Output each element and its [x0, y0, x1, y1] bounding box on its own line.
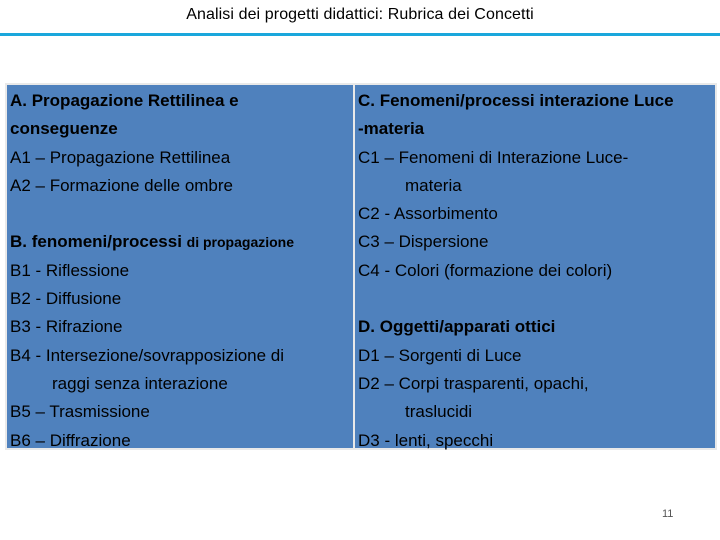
item-d1: D1 – Sorgenti di Luce — [358, 345, 522, 365]
item-c1-continued: materia — [405, 175, 462, 195]
left-column-cell — [7, 85, 353, 448]
item-b6: B6 – Diffrazione — [10, 430, 131, 450]
item-d3: D3 - lenti, specchi — [358, 430, 494, 450]
right-column-cell — [355, 85, 715, 448]
item-a2: A2 – Formazione delle ombre — [10, 175, 234, 195]
item-b4: B4 - Intersezione/sovrapposizione di — [10, 345, 285, 365]
section-a-heading-continued: conseguenze — [10, 119, 118, 139]
section-a-heading: A. Propagazione Rettilinea e — [10, 91, 239, 110]
concept-rubric-table — [5, 83, 717, 450]
slide-title: Analisi dei progetti didattici: Rubrica dei Concetti — [186, 5, 534, 23]
item-c3: C3 – Dispersione — [358, 232, 489, 252]
item-d2-continued: traslucidi — [405, 402, 473, 422]
spacer — [10, 200, 353, 228]
section-b-heading-main: B. fenomeni/processi — [10, 232, 187, 252]
spacer — [358, 285, 715, 313]
section-c-heading: C. Fenomeni/processi interazione Luce — [358, 91, 674, 110]
item-c2: C2 - Assorbimento — [358, 204, 498, 224]
section-d-heading: D. Oggetti/apparati ottici — [358, 317, 556, 337]
section-b-heading — [10, 228, 353, 256]
section-c-heading-continued: -materia — [358, 119, 425, 139]
item-b2: B2 - Diffusione — [10, 289, 122, 309]
item-a1: A1 – Propagazione Rettilinea — [10, 147, 231, 167]
item-b1: B1 - Riflessione — [10, 260, 130, 280]
item-b4-continued: raggi senza interazione — [52, 373, 228, 393]
item-c4: C4 - Colori (formazione dei colori) — [358, 260, 613, 280]
item-b3: B3 - Rifrazione — [10, 317, 123, 337]
item-c1: C1 – Fenomeni di Interazione Luce- — [358, 147, 629, 167]
section-b-heading-small: di propagazione — [186, 234, 295, 251]
item-d2: D2 – Corpi trasparenti, opachi, — [358, 373, 589, 393]
item-b5: B5 – Trasmissione — [10, 402, 150, 422]
title-bar — [0, 0, 720, 36]
page-number: 11 — [662, 508, 674, 520]
